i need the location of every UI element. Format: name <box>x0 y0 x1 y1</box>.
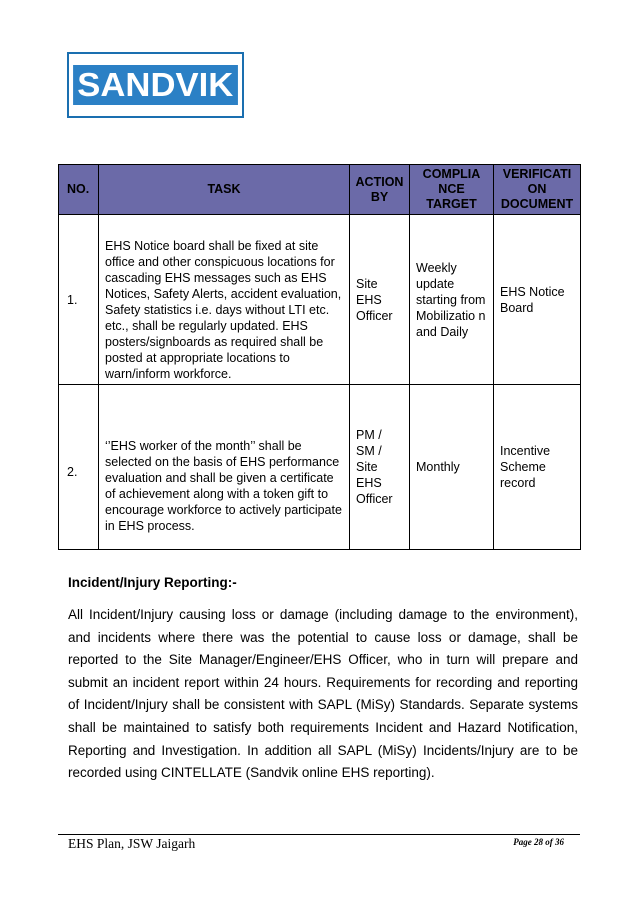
row-compliance-target: Monthly <box>410 385 494 550</box>
row-task-text: EHS Notice board shall be fixed at site office and other conspicuous locations for cascading EHS messages such as EHS Notices, Safety Alerts, accident evaluation, Safety statistics i.e. days without LTI etc. etc., shall be regularly updated. EHS posters/signboards as required shall be posted at appropriate locations to warn/inform workforce. <box>105 238 342 381</box>
logo-text: SANDVIK <box>73 65 237 105</box>
footer-page-number: Page 28 of 36 <box>513 837 564 847</box>
table-header-row <box>59 165 581 215</box>
table-row <box>59 215 581 385</box>
row-action-by: Site EHS Officer <box>350 215 410 385</box>
row-number: 2. <box>59 385 99 550</box>
header-action-by: ACTION BY <box>350 165 410 215</box>
row-action-by: PM / SM / Site EHS Officer <box>350 385 410 550</box>
row-task-text: ‘’EHS worker of the month’’ shall be selected on the basis of EHS performance evaluation and shall be given a certificate of achievement along with a token gift to encourage workforce to actively participate in EHS process. <box>105 439 342 533</box>
row-verification-document: EHS Notice Board <box>494 215 581 385</box>
sandvik-logo <box>67 52 244 118</box>
section-heading: Incident/Injury Reporting:- <box>68 575 237 590</box>
table-row <box>59 385 581 550</box>
footer-divider <box>58 834 580 835</box>
header-no: NO. <box>59 165 99 215</box>
header-compliance-target: COMPLIA NCE TARGET <box>410 165 494 215</box>
footer-document-title: EHS Plan, JSW Jaigarh <box>68 836 196 851</box>
section-paragraph: All Incident/Injury causing loss or damage (including damage to the environment), and incidents where there was the potential to cause loss or damage, shall be reported to the Site Manager/Engineer/EHS Officer, who in turn will prepare and submit an incident report within 24 hours. Requirements for recording and reporting of Incident/Injury shall be consistent with SAPL (MiSy) Standards. Separate systems shall be maintained to satisfy both requirements Incident and Hazard Notification, Reporting and Investigation. In addition all SAPL (MiSy) Incidents/Injury are to be recorded using CINTELLATE (Sandvik online EHS reporting). <box>68 607 578 781</box>
ehs-task-table <box>58 164 581 550</box>
row-task <box>99 385 350 550</box>
row-number: 1. <box>59 215 99 385</box>
row-compliance-target: Weekly update starting from Mobilizatio n and Daily <box>410 215 494 385</box>
header-verification-document: VERIFICATI ON DOCUMENT <box>494 165 581 215</box>
row-verification-document: Incentive Scheme record <box>494 385 581 550</box>
row-task <box>99 215 350 385</box>
header-task: TASK <box>99 165 350 215</box>
